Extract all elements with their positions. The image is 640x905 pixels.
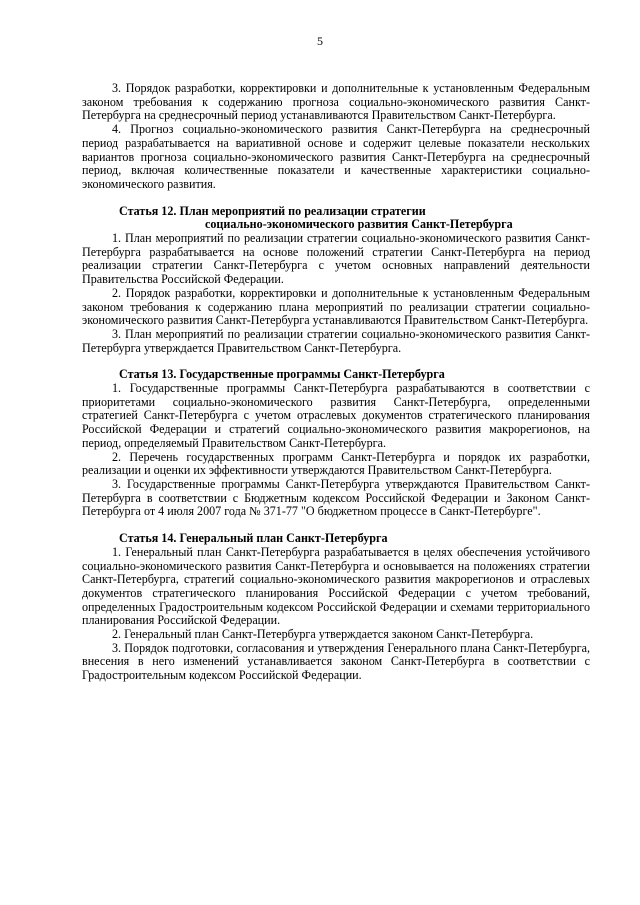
paragraph: 3. Порядок разработки, корректировки и дополнительные к установленным Федеральным законом требования к содержанию прогноза социально-экономического развития Санкт-Петербурга на среднесрочный период устанавливаются Правительством Санкт-Петербурга. <box>82 81 590 123</box>
article-12-heading <box>119 205 590 232</box>
paragraph: 1. Государственные программы Санкт-Петербурга разрабатываются в соответствии с приоритетами социально-экономического развития Санкт-Петербурга, определенными стратегией Санкт-Петербурга с учетом отраслевых документов стратегического планирования Российской Федерации и стратегий социально-экономического развития макрорегионов, на период, определяемый Правительством Санкт-Петербурга. <box>82 381 590 450</box>
paragraph: 2. Порядок разработки, корректировки и дополнительные к установленным Федеральным законом требования к содержанию плана мероприятий по реализации стратегии социально-экономического развития Санкт-Петербурга устанавливаются Правительством Санкт-Петербурга. <box>82 285 590 328</box>
article-14-heading: Статья 14. Генеральный план Санкт-Петербурга <box>119 531 388 546</box>
paragraph: 1. Генеральный план Санкт-Петербурга разрабатывается в целях обеспечения устойчивого социально-экономического развития Санкт-Петербурга и основывается на положениях стратегии Санкт-Петербурга, стратегий социально-экономического развития макрорегионов и отраслевых документов стратегического планирования Российской Федерации с учетом требований, определенных Градостроительным кодексом Российской Федерации и схемами территориального планирования Российской Федерации. <box>82 544 590 628</box>
paragraph: 3. Порядок подготовки, согласования и утверждения Генерального плана Санкт-Петербурга, внесения в него изменений устанавливается законом Санкт-Петербурга в соответствии с Градостроительным кодексом Российской Федерации. <box>82 640 590 683</box>
paragraph: 4. Прогноз социально-экономического развития Санкт-Петербурга на среднесрочный период разрабатывается на вариативной основе и содержит целевые показатели нескольких вариантов прогноза социально-экономического развития Санкт-Петербурга на среднесрочный период, включая количественные показатели и качественные характеристики социально-экономического развития. <box>82 122 590 191</box>
paragraph: 2. Генеральный план Санкт-Петербурга утверждается законом Санкт-Петербурга. <box>112 627 534 642</box>
heading-line: Статья 12. План мероприятий по реализации стратегии <box>119 203 426 218</box>
heading-line: социально-экономического развития Санкт-Петербурга <box>205 217 513 232</box>
page-number: 5 <box>317 34 323 48</box>
paragraph: 3. Государственные программы Санкт-Петербурга утверждаются Правительством Санкт-Петербурга в соответствии с Бюджетным кодексом Российской Федерации и Законом Санкт-Петербурга от 4 июля 2007 года № 371-77 "О бюджетном процессе в Санкт-Петербурге". <box>82 476 590 519</box>
document-body <box>82 82 590 683</box>
paragraph: 2. Перечень государственных программ Санкт-Петербурга и порядок их разработки, реализации и оценки их эффективности утверждаются Правительством Санкт-Петербурга. <box>82 449 590 478</box>
paragraph: 1. План мероприятий по реализации стратегии социально-экономического развития Санкт-Петербурга разрабатывается на основе положений стратегии Санкт-Петербурга на период реализации стратегии Санкт-Петербурга с учетом основных направлений деятельности Правительства Российской Федерации. <box>82 231 590 287</box>
paragraph: 3. План мероприятий по реализации стратегии социально-экономического развития Санкт-Петербурга утверждается Правительством Санкт-Петербурга. <box>82 326 590 355</box>
article-13-heading: Статья 13. Государственные программы Санкт-Петербурга <box>119 367 445 382</box>
